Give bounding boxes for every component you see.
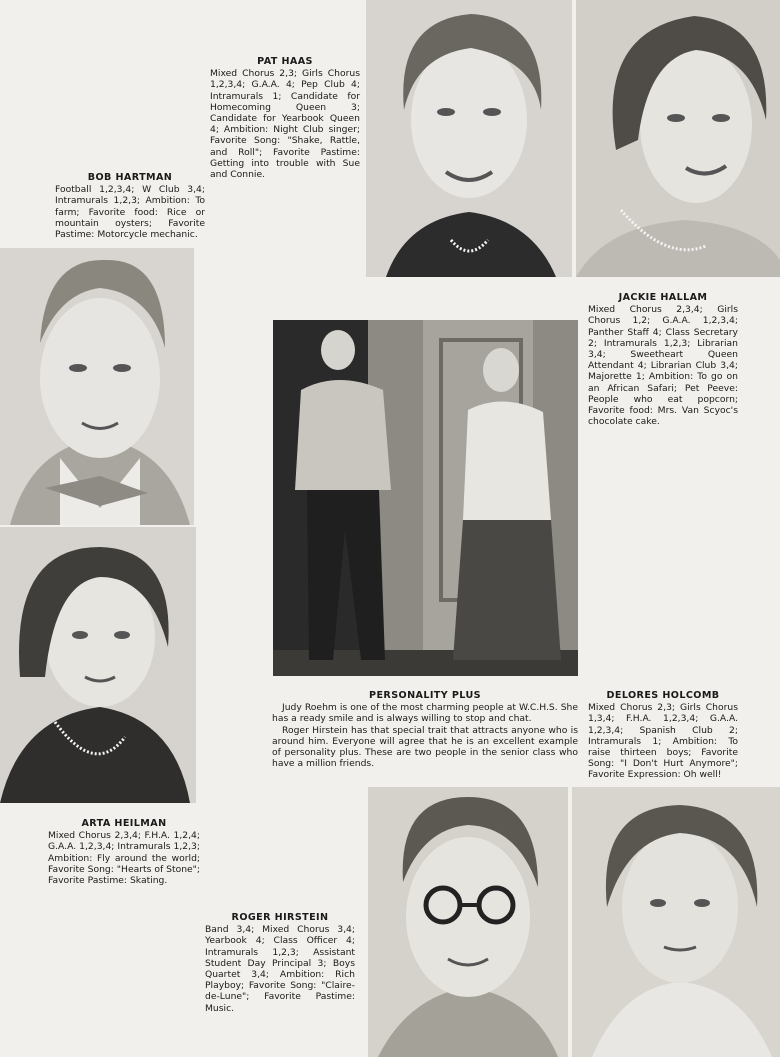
jackie-hallam-text: Mixed Chorus 2,3,4; Girls Chorus 1,2; G.A.A. 1,2,3,4; Panther Staff 4; Class Secretary 2; Intramurals 1,2,3; Librarian 3,4; Sweetheart Queen Attendant 4; Librarian Club 3,4; Majorette 1; Ambition: To go on an African Safari; Pet Peeve: People who eat popcorn; Favorite food: Mrs. Van Scyoc's chocolate cake. [588,304,738,428]
personality-plus-paragraph-1: Judy Roehm is one of the most charming people at W.C.H.S. She has a ready smile and is always willing to stop and chat. [272,702,578,725]
arta-heilman-name: ARTA HEILMAN [81,818,167,829]
delores-holcomb-name: DELORES HOLCOMB [606,690,720,701]
delores-holcomb-text: Mixed Chorus 2,3; Girls Chorus 1,3,4; F.H.A. 1,2,3,4; G.A.A. 1,2,3,4; Spanish Club 2; Intramurals 1; Ambition: To raise thirteen boys; Favorite Song: "I Don't Hurt Anymore"; Favorite Expression: Oh well! [588,702,738,781]
delores-holcomb-bio [588,690,738,781]
bob-hartman-text: Football 1,2,3,4; W Club 3,4; Intramurals 1,2,3; Ambition: To farm; Favorite food: Rice or mountain oysters; Favorite Pastime: Motorcycle mechanic. [55,184,205,241]
jackie-hallam-photo [576,0,780,277]
roger-hirstein-name: ROGER HIRSTEIN [231,912,329,923]
pat-haas-bio [210,56,360,180]
personality-plus-title: PERSONALITY PLUS [369,690,481,701]
jackie-hallam-name: JACKIE HALLAM [618,292,708,303]
bob-hartman-name: BOB HARTMAN [87,172,173,183]
roger-hirstein-photo [368,787,568,1057]
personality-plus-paragraph-2: Roger Hirstein has that special trait that attracts anyone who is around him. Everyone will agree that he is an excellent example of personality plus. These are two people in the senior class who have a million friends. [272,724,578,770]
roger-hirstein-bio [205,912,355,1014]
arta-heilman-bio [48,818,200,886]
roger-hirstein-text: Band 3,4; Mixed Chorus 3,4; Yearbook 4; Class Officer 4; Intramurals 1,2,3; Assistant Student Day Principal 3; Boys Quartet 3,4; Ambition: Rich Playboy; Favorite Song: "Claire-de-Lune"; Favorite Pastime: Music. [205,924,355,1014]
pat-haas-name: PAT HAAS [257,56,313,67]
delores-holcomb-photo [572,787,780,1057]
pat-haas-photo [366,0,572,277]
personality-plus-caption [272,690,578,769]
bob-hartman-photo [0,248,194,525]
arta-heilman-text: Mixed Chorus 2,3,4; F.H.A. 1,2,4; G.A.A. 1,2,3,4; Intramurals 1,2,3; Ambition: Fly around the world; Favorite Song: "Hearts of Stone"; Favorite Pastime: Skating. [48,830,200,887]
arta-heilman-photo [0,527,196,803]
bob-hartman-bio [55,172,205,240]
pat-haas-text: Mixed Chorus 2,3; Girls Chorus 1,2,3,4; G.A.A. 4; Pep Club 4; Intramurals 1; Candidate for Homecoming Queen 3; Candidate for Yearbook Queen 4; Ambition: Night Club singer; Favorite Song: "Shake, Rattle, and Roll"; Favorite Pastime: Getting into trouble with Sue and Connie. [210,68,360,181]
personality-plus-photo [273,320,578,676]
jackie-hallam-bio [588,292,738,427]
